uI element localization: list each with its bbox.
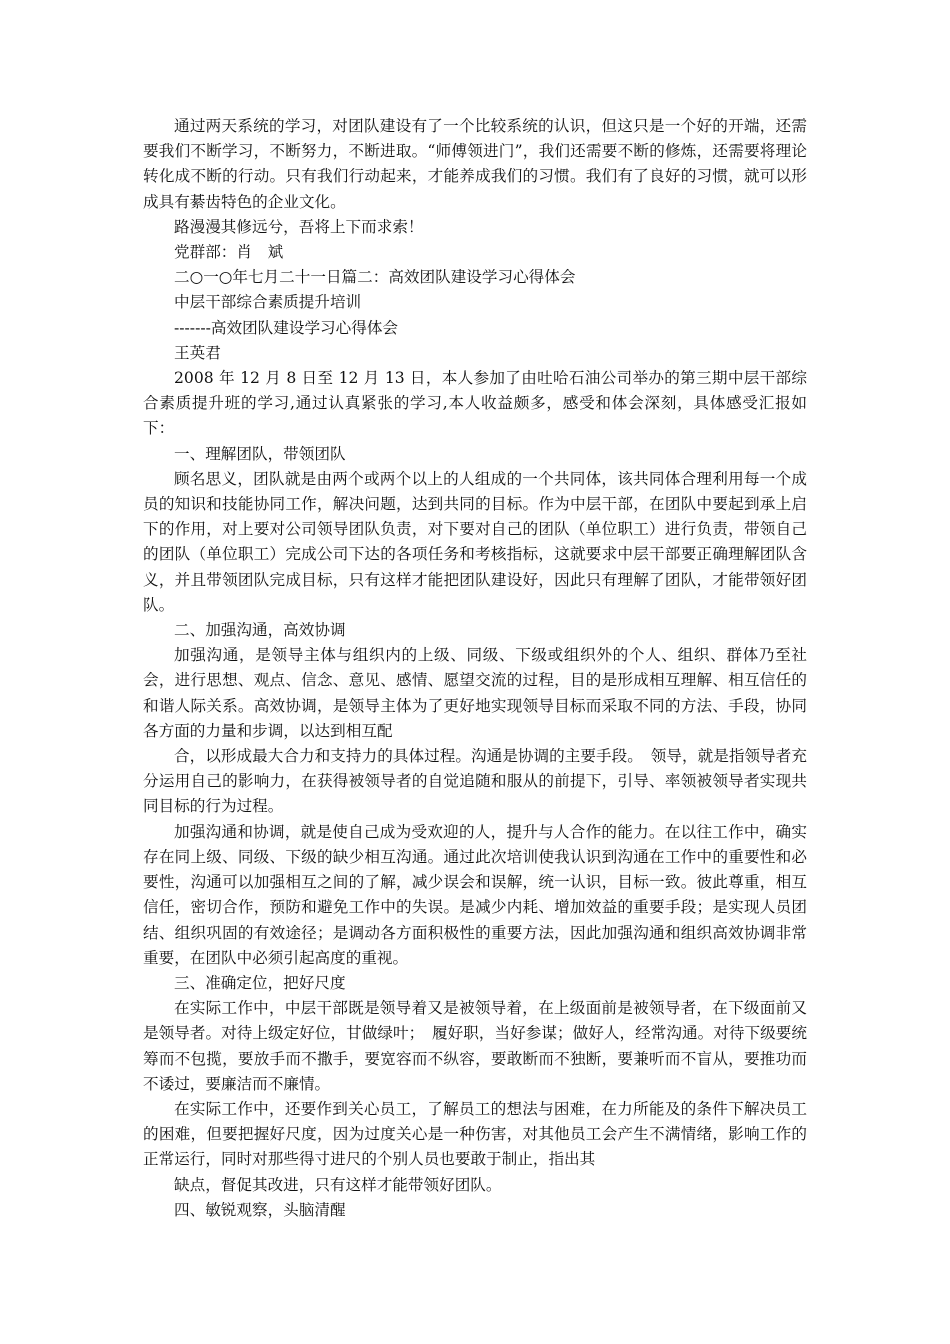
section-heading-4: 四、敏锐观察，头脑清醒 xyxy=(174,1200,346,1219)
paragraph-conclusion: 通过两天系统的学习，对团队建设有了一个比较系统的认识，但这只是一个好的开端，还需要我们不断学习，不断努力，不断进取。“师傅领进门”，我们还需要不断的修炼，还需要将理论转化成不断的行动。只有我们行动起来，才能养成我们的习惯。我们有了良好的习惯，就可以形成具有綦齿特色的企业文化。 xyxy=(143,117,807,211)
paragraph-author-name: 王英君 xyxy=(174,343,221,362)
document-page xyxy=(143,114,807,1223)
paragraph-section-2b: 合，以形成最大合力和支持力的具体过程。沟通是协调的主要手段。 领导，就是指领导者充分运用自己的影响力，在获得被领导者的自觉追随和服从的前提下，引导、率领被领导者实现共同目标的行为过程。 xyxy=(143,747,807,816)
paragraph-intro: 2008 年 12 月 8 日至 12 月 13 日，本人参加了由吐哈石油公司举办的第三期中层干部综合素质提升班的学习,通过认真紧张的学习,本人收益颇多，感受和体会深刻，具体感受汇报如下： xyxy=(143,369,807,438)
paragraph-author-dept: 党群部：肖 斌 xyxy=(174,243,284,262)
paragraph-date-heading: 二○一○年七月二十一日篇二：高效团队建设学习心得体会 xyxy=(174,268,576,287)
section-heading-2: 二、加强沟通，高效协调 xyxy=(174,621,346,640)
paragraph-section-2c: 加强沟通和协调，就是使自己成为受欢迎的人，提升与人合作的能力。在以往工作中，确实存在同上级、同级、下级的缺少相互沟通。通过此次培训使我认识到沟通在工作中的重要性和必要性，沟通可以加强相互之间的了解，减少误会和误解，统一认识，目标一致。彼此尊重，相互信任，密切合作，预防和避免工作中的失误。是减少内耗、增加效益的重要手段；是实现人员团结、组织巩固的有效途径；是调动各方面积极性的重要方法，因此加强沟通和组织高效协调非常重要，在团队中必须引起高度的重视。 xyxy=(143,822,807,967)
paragraph-section-1: 顾名思义，团队就是由两个或两个以上的人组成的一个共同体，该共同体合理利用每一个成员的知识和技能协同工作，解决问题，达到共同的目标。作为中层干部，在团队中要起到承上启下的作用，对上要对公司领导团队负责，对下要对自己的团队（单位职工）进行负责，带领自己的团队（单位职工）完成公司下达的各项任务和考核指标，这就要求中层干部要正确理解团队含义，并且带领团队完成目标，只有这样才能把团队建设好，因此只有理解了团队，才能带领好团队。 xyxy=(143,469,807,614)
paragraph-training-title: 中层干部综合素质提升培训 xyxy=(174,293,362,312)
paragraph-section-3b: 在实际工作中，还要作到关心员工，了解员工的想法与困难，在力所能及的条件下解决员工的困难，但要把握好尺度，因为过度关心是一种伤害，对其他员工会产生不满情绪，影响工作的正常运行，同时对那些得寸进尺的个别人员也要敢于制止，指出其 xyxy=(143,1099,807,1169)
paragraph-section-2a: 加强沟通，是领导主体与组织内的上级、同级、下级或组织外的个人、组织、群体乃至社会，进行思想、观点、信念、意见、感情、愿望交流的过程，目的是形成相互理解、相互信任的和谐人际关系。高效协调，是领导主体为了更好地实现领导目标而采取不同的方法、手段，协同各方面的力量和步调，以达到相互配 xyxy=(143,646,807,740)
section-heading-1: 一、理解团队，带领团队 xyxy=(174,444,346,463)
paragraph-section-3a: 在实际工作中，中层干部既是领导着又是被领导着，在上级面前是被领导者，在下级面前又是领导者。对待上级定好位，甘做绿叶； 履好职，当好参谋；做好人，经常沟通。对待下级要统筹而不包揽，要放手而不撒手，要宽容而不纵容，要敢断而不独断，要兼听而不盲从，要推功而不诿过，要廉洁而不廉情。 xyxy=(143,999,807,1093)
paragraph-quote: 路漫漫其修远兮，吾将上下而求索！ xyxy=(174,217,424,236)
section-heading-3: 三、准确定位，把好尺度 xyxy=(174,973,346,992)
paragraph-subtitle: -------高效团队建设学习心得体会 xyxy=(174,318,399,337)
paragraph-section-3c: 缺点，督促其改进，只有这样才能带领好团队。 xyxy=(174,1175,502,1194)
